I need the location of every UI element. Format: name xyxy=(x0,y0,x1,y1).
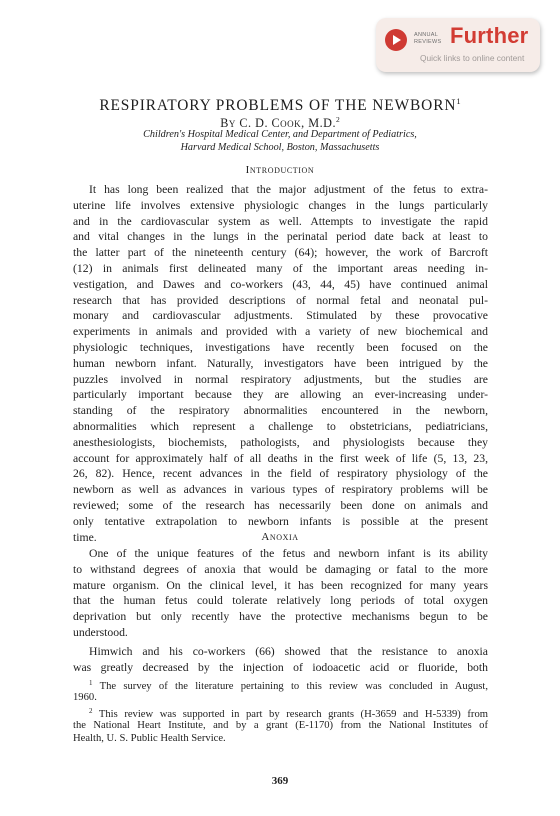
text-line: research that has provided descriptions of normal fetal and neonatal pul- xyxy=(73,293,488,307)
text-line: human newborn infant. Naturally, investigators have been intrigued by the xyxy=(73,356,488,370)
text-line: (12) in animals first delineated many of the important areas needing in- xyxy=(73,261,488,275)
footnote-text: This review was supported in part by research grants (H-3659 and H-5339) from xyxy=(98,709,488,720)
text-line: abnormalities which represent a challenge to obstetricians, pediatricians, xyxy=(73,419,488,433)
introduction-paragraph xyxy=(73,182,488,545)
footnote-mark: 2 xyxy=(89,707,93,715)
text-line: monary and cardiovascular adjustments. Stimulated by these provocative xyxy=(73,309,488,323)
text-line: physiologic techniques, investigations have recently been focused on the xyxy=(73,340,488,354)
text-line: understood. xyxy=(73,625,128,639)
anoxia-paragraph-2 xyxy=(73,644,488,676)
text-line: and in the cardiovascular system as well. Attempts to investigate the rapid xyxy=(73,214,488,228)
text-line: that the human fetus could tolerate relatively long periods of total oxygen xyxy=(73,594,488,608)
footnote-line: Health, U. S. Public Health Service. xyxy=(73,733,226,745)
footnote-line xyxy=(73,677,488,691)
further-wordmark: Further xyxy=(450,23,529,48)
brand-line-annual: ANNUAL xyxy=(414,32,439,38)
text-line: anesthesiologists, biochemists, pathologists, and physiologists because they xyxy=(73,435,488,449)
text-line: time. xyxy=(73,530,97,544)
affiliation-line-2: Harvard Medical School, Boston, Massachusetts xyxy=(180,142,380,153)
text-line: account for approximately half of all deaths in the first week of life (5, 13, 23, xyxy=(73,451,488,465)
footnote-2 xyxy=(73,705,488,746)
title-text: RESPIRATORY PROBLEMS OF THE NEWBORN xyxy=(99,97,457,114)
text-line: reviewed; some of the research has necessarily been done on animals and xyxy=(73,498,488,512)
title-footnote-mark: 1 xyxy=(456,96,461,106)
text-line: the latter part of the nineteenth century (64); however, the work of Barcroft xyxy=(73,246,488,260)
section-heading-introduction: Introduction xyxy=(245,164,315,176)
affiliation-line-1: Children's Hospital Medical Center, and Department of Pediatrics, xyxy=(143,129,417,140)
author-name: By C. D. Cook, M.D. xyxy=(220,116,336,130)
footnote-1 xyxy=(73,677,488,704)
footnote-line: 1960. xyxy=(73,691,97,703)
further-links-badge[interactable] xyxy=(376,18,540,72)
text-line: only tentative extrapolation to newborn infants is possible at the present xyxy=(73,514,488,528)
text-line: was greatly decreased by the injection of iodoacetic acid or fluoride, both xyxy=(73,660,488,674)
text-line: particularly important because they are allowing an ever-increasing under- xyxy=(73,388,488,402)
brand-line-reviews: REVIEWS xyxy=(414,39,442,45)
text-line: and vital changes in the lungs in the perinatal period date back at least to xyxy=(73,230,488,244)
section-heading-anoxia: Anoxia xyxy=(261,531,299,543)
further-subtitle: Quick links to online content xyxy=(420,53,525,63)
footnote-line: the National Heart Institute, and by a grant (E-1170) from the National Institutes of xyxy=(73,719,488,731)
text-line: mature organism. On the clinical level, it has been recognized for many years xyxy=(73,578,488,592)
text-line: deprivation but only recently have the protective mechanisms begun to be xyxy=(73,610,488,624)
footnote-mark: 1 xyxy=(89,679,93,687)
text-line: standing of the respiratory abnormalities encountered in the newborn, xyxy=(73,404,488,418)
footnote-text: The survey of the literature pertaining to this review was concluded in August, xyxy=(99,681,488,692)
text-line: It has long been realized that the major adjustment of the fetus to extra- xyxy=(89,183,488,196)
play-arrow-icon xyxy=(385,29,407,51)
text-line: experiments in animals and provided with a variety of new biochemical and xyxy=(73,325,488,339)
text-line: 26, 82). Hence, recent advances in the field of respiratory physiology of the xyxy=(73,467,488,481)
text-line: puzzles involved in normal respiratory adjustments, but the studies are xyxy=(73,372,488,386)
author-footnote-mark: 2 xyxy=(336,115,340,124)
text-line: Himwich and his co-workers (66) showed that the resistance to anoxia xyxy=(89,645,488,658)
footnote-line xyxy=(73,705,488,719)
anoxia-paragraph-1 xyxy=(73,546,488,641)
page-number: 369 xyxy=(271,775,289,787)
text-line: One of the unique features of the fetus and newborn infant is its ability xyxy=(89,547,488,560)
text-line: to withstand degrees of anoxia that would be damaging or fatal to the more xyxy=(73,562,488,576)
text-line: uterine life involves extensive physiologic changes in the lungs particularly xyxy=(73,198,488,212)
text-line: vestigation, and Dawes and co-workers (43, 44, 45) have continued animal xyxy=(73,277,488,291)
text-line: newborn as well as advances in various types of respiratory problems will be xyxy=(73,483,488,497)
